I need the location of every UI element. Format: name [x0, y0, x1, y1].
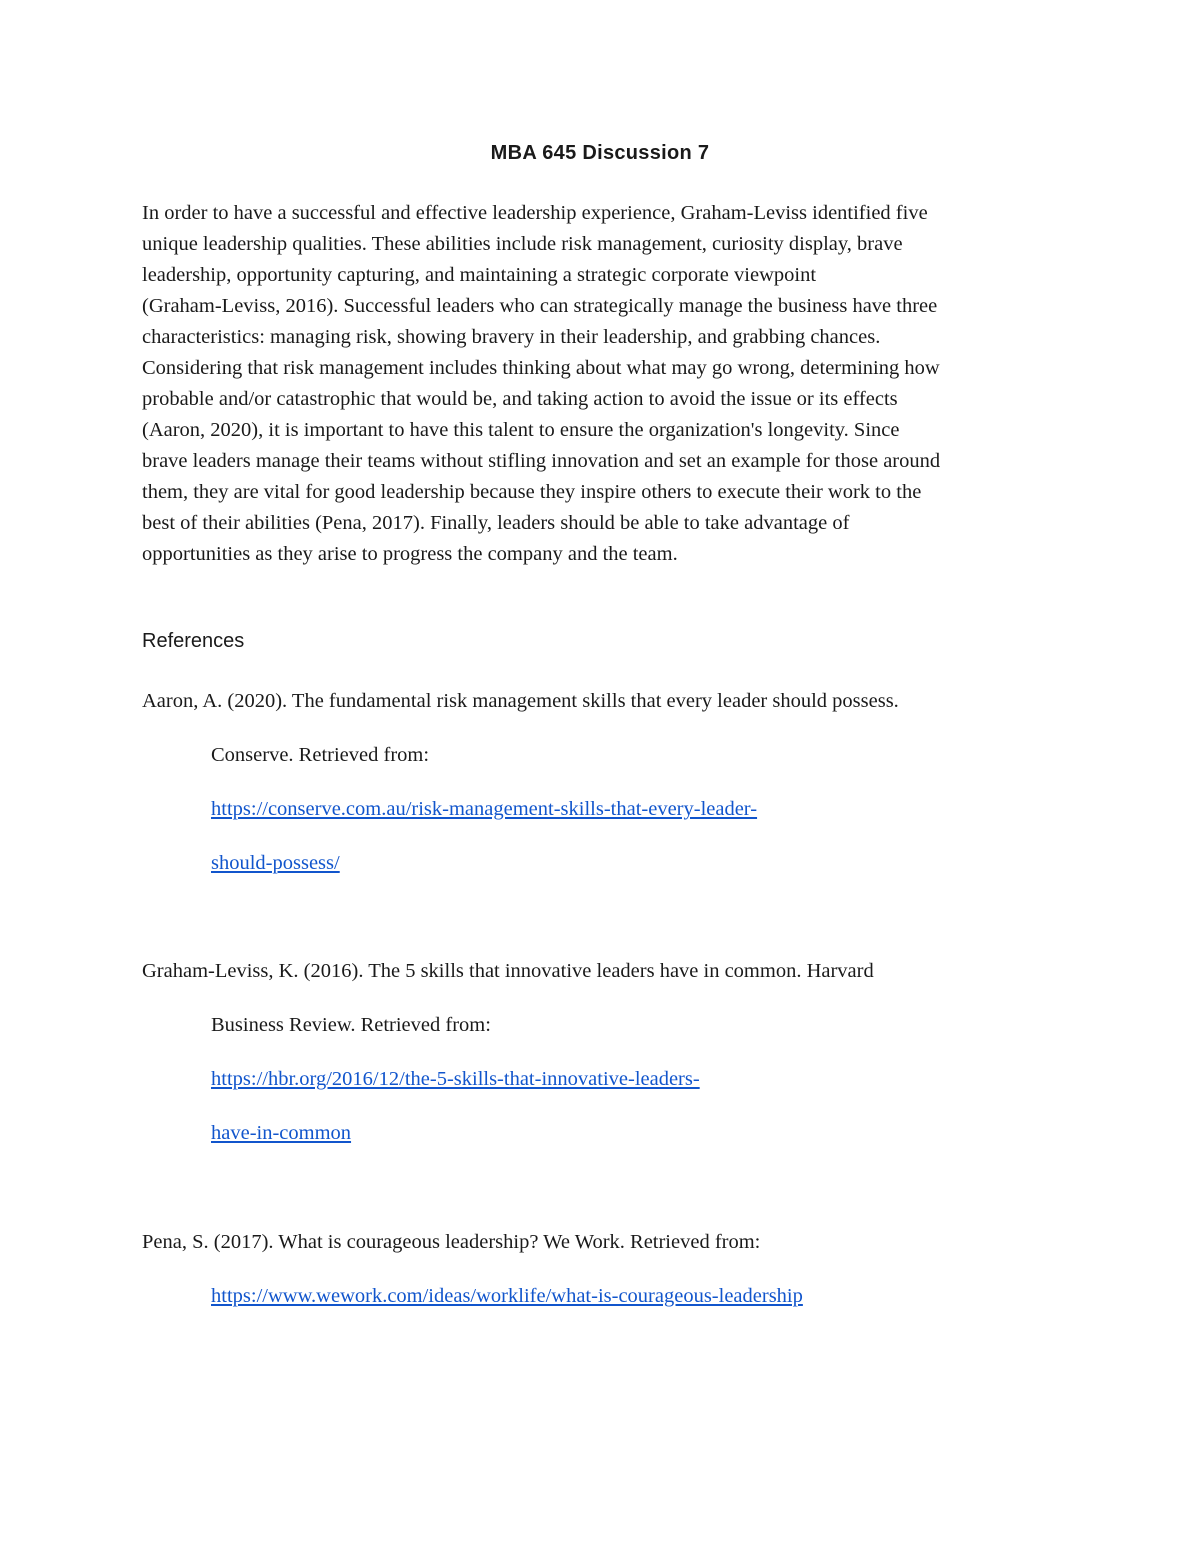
reference-pena-citation: Pena, S. (2017). What is courageous leadership? We Work. Retrieved from: — [142, 1231, 761, 1253]
paragraph-line: Considering that risk management includes thinking about what may go wrong, determining how — [142, 357, 940, 379]
reference-aaron-link-cont[interactable]: should-possess/ — [211, 852, 340, 874]
reference-graham-leviss-url-line-1[interactable] — [211, 1068, 700, 1091]
reference-aaron-source: Conserve. Retrieved from: — [211, 744, 430, 766]
reference-aaron-url-line-2[interactable] — [211, 852, 340, 875]
references-heading: References — [142, 630, 245, 652]
paragraph-line: leadership, opportunity capturing, and maintaining a strategic corporate viewpoint — [142, 264, 817, 286]
reference-graham-leviss-link-cont[interactable]: have-in-common — [211, 1122, 352, 1144]
paragraph-line: probable and/or catastrophic that would be, and taking action to avoid the issue or its effects — [142, 388, 898, 410]
paragraph-line: characteristics: managing risk, showing bravery in their leadership, and grabbing chances. — [142, 326, 881, 348]
reference-graham-leviss-url-line-2[interactable] — [211, 1122, 351, 1145]
paragraph-line: (Graham-Leviss, 2016). Successful leaders who can strategically manage the business have three — [142, 295, 938, 317]
reference-graham-leviss-link[interactable]: https://hbr.org/2016/12/the-5-skills-that-innovative-leaders- — [211, 1068, 700, 1090]
reference-pena-url-line-1[interactable] — [211, 1285, 803, 1308]
body-paragraph — [142, 198, 1072, 570]
document-title: MBA 645 Discussion 7 — [490, 142, 710, 164]
reference-aaron-link[interactable]: https://conserve.com.au/risk-management-skills-that-every-leader- — [211, 798, 758, 820]
reference-aaron-url-line-1[interactable] — [211, 798, 757, 821]
paragraph-line: In order to have a successful and effective leadership experience, Graham-Leviss identified five — [142, 202, 928, 224]
reference-graham-leviss-source: Business Review. Retrieved from: — [211, 1014, 491, 1036]
reference-aaron-citation: Aaron, A. (2020). The fundamental risk management skills that every leader should possess. — [142, 690, 899, 712]
paragraph-line: best of their abilities (Pena, 2017). Finally, leaders should be able to take advantage of — [142, 512, 850, 534]
paragraph-line: unique leadership qualities. These abilities include risk management, curiosity display, brave — [142, 233, 903, 255]
paragraph-line: opportunities as they arise to progress the company and the team. — [142, 543, 678, 565]
paragraph-line: them, they are vital for good leadership because they inspire others to execute their work to the — [142, 481, 922, 503]
reference-graham-leviss-citation: Graham-Leviss, K. (2016). The 5 skills that innovative leaders have in common. Harvard — [142, 960, 874, 982]
reference-pena-link[interactable]: https://www.wework.com/ideas/worklife/what-is-courageous-leadership — [211, 1285, 803, 1307]
paragraph-line: brave leaders manage their teams without stifling innovation and set an example for those around — [142, 450, 941, 472]
paragraph-line: (Aaron, 2020), it is important to have this talent to ensure the organization's longevity. Since — [142, 419, 900, 441]
